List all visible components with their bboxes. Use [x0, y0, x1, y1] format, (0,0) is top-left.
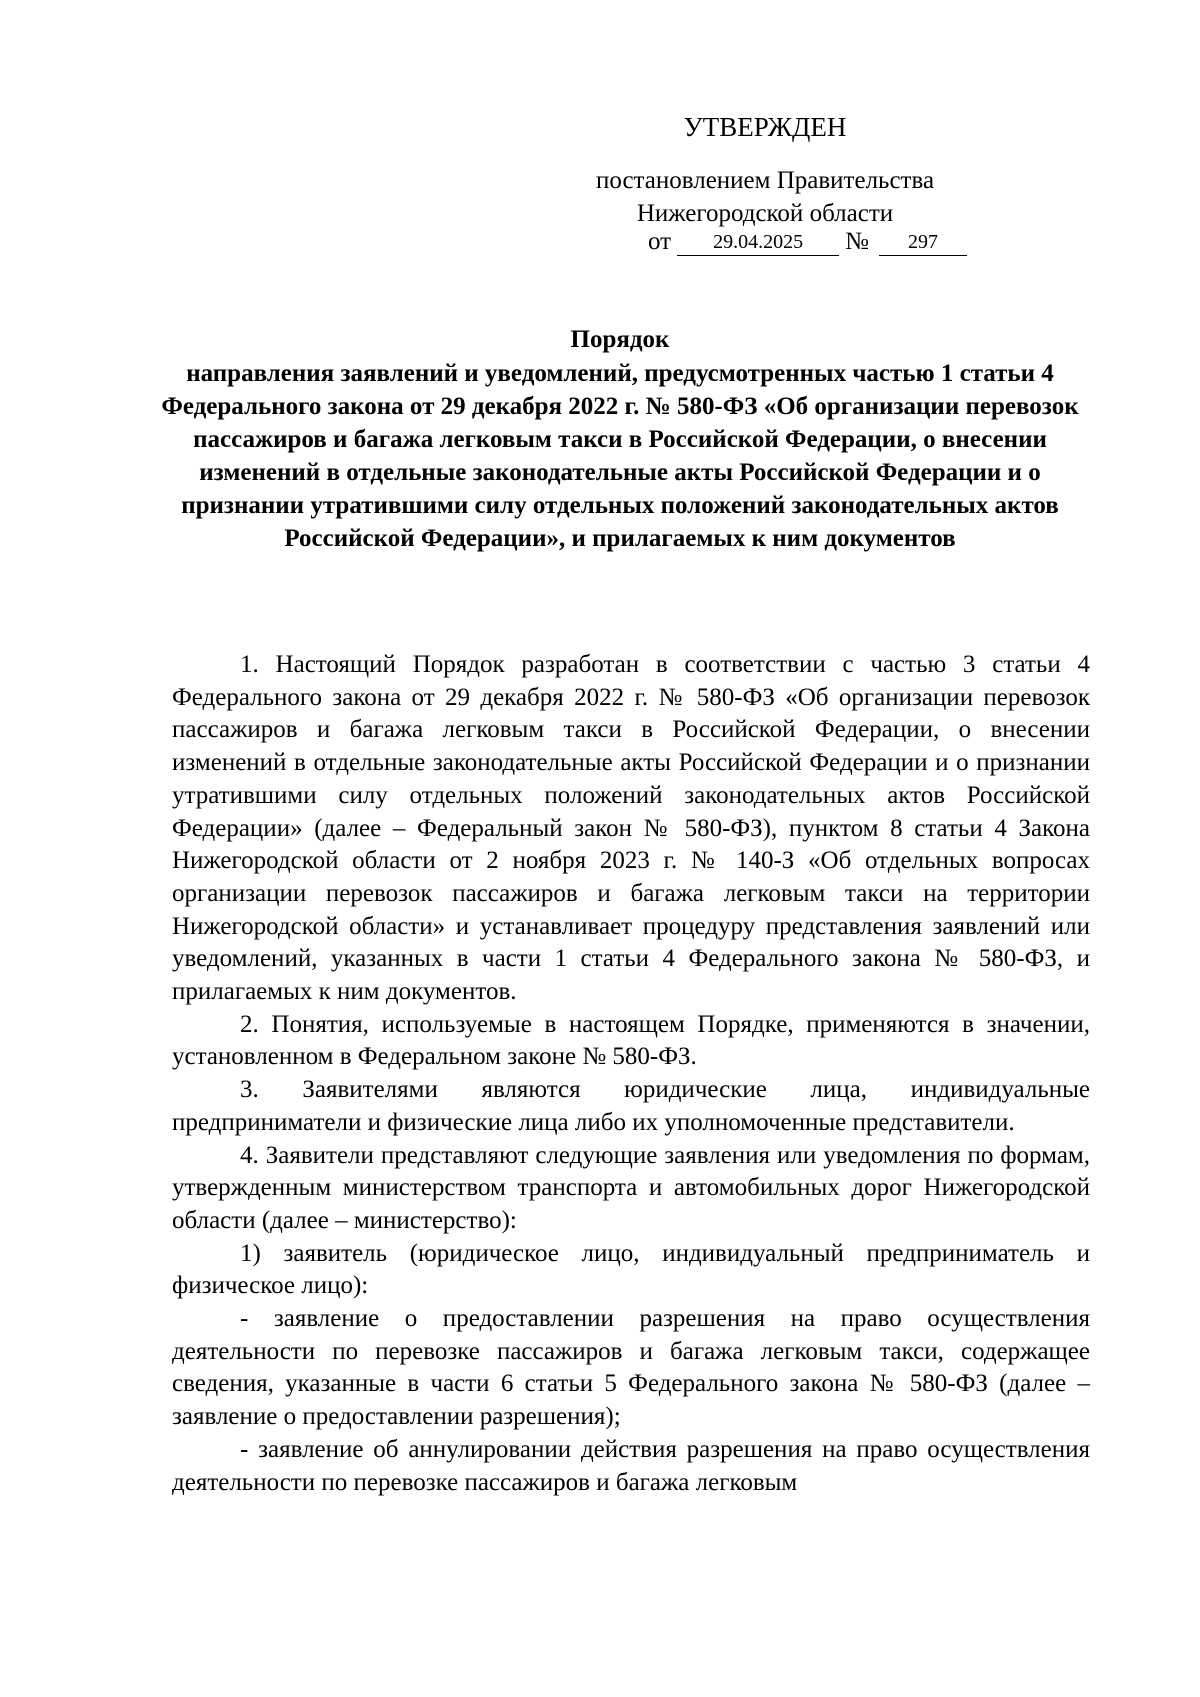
title-heading: Порядок	[570, 326, 670, 353]
decree-number: 297	[879, 232, 967, 256]
approval-decree-by: постановлением Правительства	[595, 167, 935, 194]
decree-date-line	[648, 228, 967, 256]
subitem-1: 1) заявитель (юридическое лицо, индивидуальный предприниматель и физическое лицо):	[172, 1239, 1090, 1300]
paragraph-3: 3. Заявителями являются юридические лица, индивидуальные предприниматели и физические лица либо их уполномоченные представители.	[172, 1076, 1090, 1136]
paragraph-1: 1. Настоящий Порядок разработан в соответствии с частью 3 статьи 4 Федерального закона от 29 декабря 2022 г. № 580-ФЗ «Об организации перевозок пассажиров и багажа легковым такси в Российской Федерации, о внесении изменений в отдельные законодательные акты Российской Федерации и о признании утратившими силу отдельных положений законодательных актов Российской Федерации» (далее – Федеральный закон № 580-ФЗ), пунктом 8 статьи 4 Закона Нижегородской области от 2 ноября 2023 г. № 140-З «Об отдельных вопросах организации перевозок пассажиров и багажа легковым такси на территории Нижегородской области» и устанавливает процедуру представления заявлений или уведомлений, указанных в части 1 статьи 4 Федерального закона № 580-ФЗ, и прилагаемых к ним документов.	[172, 651, 1090, 1006]
list-item-dash: - заявление об аннулировании действия разрешения на право осуществления деятельности по перевозке пассажиров и багажа легковым	[172, 1435, 1090, 1496]
paragraph-2: 2. Понятия, используемые в настоящем Порядке, применяются в значении, установленном в Федеральном законе № 580-ФЗ.	[172, 1010, 1090, 1071]
number-sign: №	[845, 228, 869, 255]
approval-region: Нижегородской области	[636, 200, 894, 227]
document-title	[150, 323, 1090, 555]
title-text: направления заявлений и уведомлений, предусмотренных частью 1 статьи 4 Федерального закона от 29 декабря 2022 г. № 580-ФЗ «Об организации перевозок пассажиров и багажа легковым такси в Российской Федерации, о внесении изменений в отдельные законодательные акты Российской Федерации и о признании утратившими силу отдельных положений законодательных актов Российской Федерации», и прилагаемых к ним документов	[161, 360, 1079, 552]
date-prefix: от	[648, 228, 672, 255]
list-item-dash: - заявление о предоставлении разрешения на право осуществления деятельности по перевозке пассажиров и багажа легковым такси, содержащее сведения, указанные в части 6 статьи 5 Федерального закона № 580-ФЗ (далее – заявление о предоставлении разрешения);	[172, 1305, 1090, 1431]
document-body	[172, 649, 1090, 1499]
approval-stamp: УТВЕРЖДЕН	[683, 112, 847, 142]
paragraph-4: 4. Заявители представляют следующие заявления или уведомления по формам, утвержденным министерством транспорта и автомобильных дорог Нижегородской области (далее – министерство):	[172, 1141, 1090, 1234]
decree-date: 29.04.2025	[677, 232, 839, 256]
